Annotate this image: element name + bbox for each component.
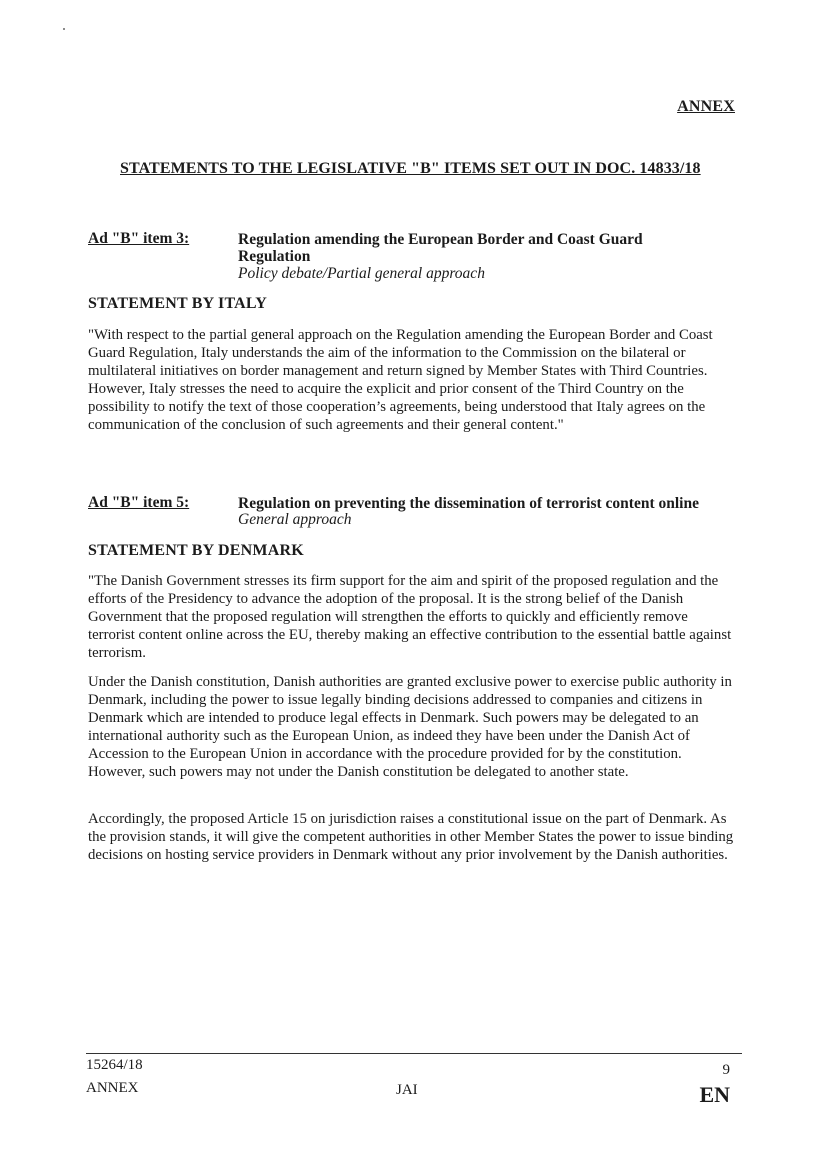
statement-denmark-paragraph-1: "The Danish Government stresses its firm support for the aim and spirit of the proposed regulation and the efforts of the Presidency to advance the adoption of the proposal. It is the strong belief of the Danish Government that the proposed regulation will strengthen the efforts to quickly and efficiently remove terrorist content online across the EU, thereby making an effective contribution to the essential battle against terrorism. bbox=[88, 573, 732, 661]
statement-heading-italy: STATEMENT BY ITALY bbox=[88, 295, 268, 312]
scan-speck bbox=[63, 28, 65, 30]
item-3-title-line-1: Regulation amending the European Border and Coast Guard bbox=[238, 231, 643, 248]
item-5-label: Ad "B" item 5: bbox=[88, 494, 190, 511]
statement-denmark-paragraph-3: Accordingly, the proposed Article 15 on jurisdiction raises a constitutional issue on the part of Denmark. As the provision stands, it will give the competent authorities in other Member States the power to issue binding decisions on hosting service providers in Denmark without any prior involvement by the Danish authorities. bbox=[88, 811, 734, 863]
footer-page-number: 9 bbox=[722, 1062, 730, 1078]
item-3-subtitle: Policy debate/Partial general approach bbox=[238, 265, 485, 282]
item-5-title: Regulation on preventing the dissemination of terrorist content online bbox=[238, 495, 699, 512]
footer-language: EN bbox=[699, 1082, 730, 1107]
item-3-title bbox=[238, 231, 718, 265]
item-3-label: Ad "B" item 3: bbox=[88, 230, 190, 247]
item-5-subtitle: General approach bbox=[238, 511, 352, 528]
footer-section: ANNEX bbox=[86, 1080, 139, 1096]
main-heading: STATEMENTS TO THE LEGISLATIVE "B" ITEMS SET OUT IN DOC. 14833/18 bbox=[120, 160, 701, 177]
statement-denmark-paragraph-2: Under the Danish constitution, Danish authorities are granted exclusive power to exercise public authority in Denmark, including the power to issue legally binding decisions addressed to companies and citizens in Denmark which are intended to produce legal effects in Denmark. Such powers may be delegated to an international authority such as the European Union, as indeed they have been under the Danish Act of Accession to the European Union in accordance with the procedure provided for by the constitution. However, such powers may not under the Danish constitution be delegated to another state. bbox=[88, 674, 732, 780]
statement-heading-denmark: STATEMENT BY DENMARK bbox=[88, 542, 304, 559]
item-3-title-line-2: Regulation bbox=[238, 248, 311, 265]
annex-label: ANNEX bbox=[677, 98, 735, 115]
footer-dept: JAI bbox=[396, 1082, 418, 1098]
statement-italy-paragraph: "With respect to the partial general approach on the Regulation amending the European Border and Coast Guard Regulation, Italy understands the aim of the information to the Commission on the bilateral or multilateral initiatives on border management and return signed by Member States with Third Countries. However, Italy stresses the need to acquire the explicit and prior consent of the Third Country on the possibility to notify the text of those cooperation’s agreements, being understood that Italy agrees on the communication of the conclusion of such agreements and their general content." bbox=[88, 327, 713, 433]
footer-doc-number: 15264/18 bbox=[86, 1057, 143, 1073]
footer-rule bbox=[86, 1053, 742, 1054]
